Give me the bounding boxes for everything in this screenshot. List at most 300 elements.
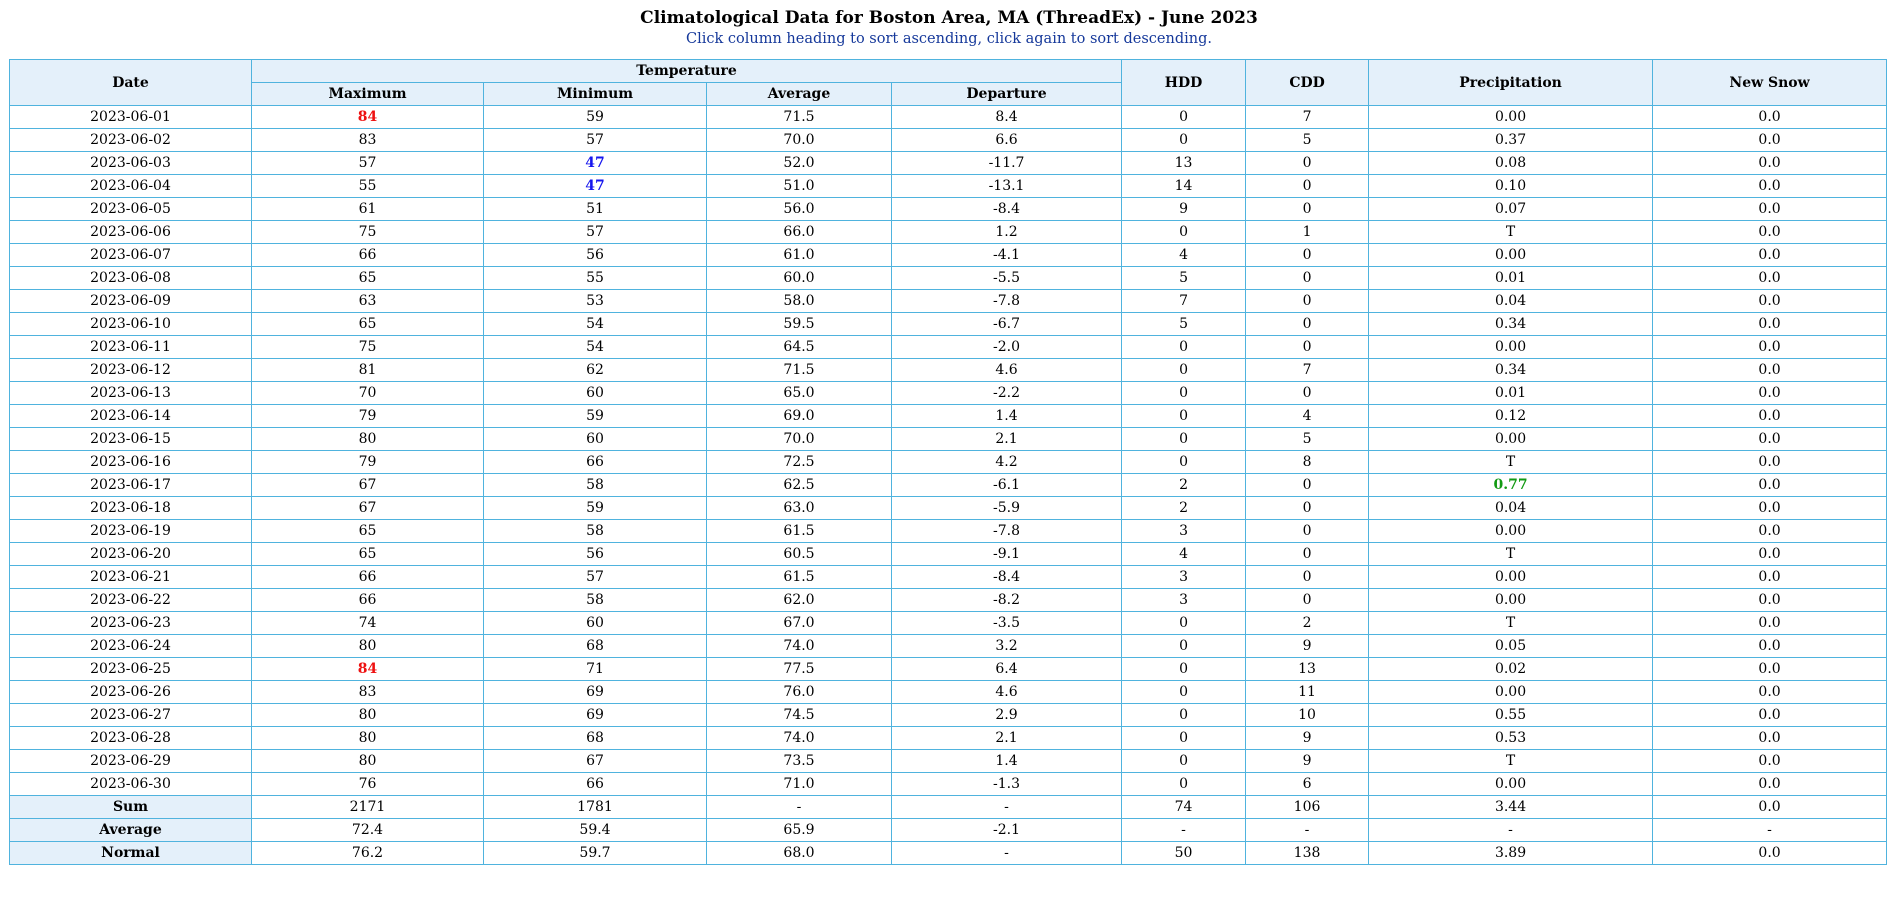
cell-departure: -13.1: [892, 175, 1122, 198]
cell-new-snow: 0.0: [1653, 543, 1887, 566]
table-row: [10, 313, 1887, 336]
cell-hdd: 7: [1122, 290, 1246, 313]
cell-minimum: 51: [484, 198, 707, 221]
cell-new-snow: 0.0: [1653, 382, 1887, 405]
summary-label: Normal: [10, 842, 252, 865]
cell-date: 2023-06-01: [10, 106, 252, 129]
cell-cdd: 0: [1246, 520, 1369, 543]
cell-new-snow: 0.0: [1653, 842, 1887, 865]
cell-minimum: 59: [484, 106, 707, 129]
table-row: [10, 382, 1887, 405]
page-title: Climatological Data for Boston Area, MA (ThreadEx) - June 2023: [640, 8, 1258, 28]
cell-average: 62.0: [707, 589, 892, 612]
cell-average: 51.0: [707, 175, 892, 198]
cell-maximum: 66: [252, 244, 484, 267]
cell-precipitation: T: [1369, 543, 1653, 566]
cell-minimum: 59: [484, 405, 707, 428]
cell-maximum: 55: [252, 175, 484, 198]
cell-cdd: 13: [1246, 658, 1369, 681]
cell-minimum: 69: [484, 681, 707, 704]
cell-departure: 6.4: [892, 658, 1122, 681]
cell-maximum: 80: [252, 750, 484, 773]
cell-departure: 4.6: [892, 359, 1122, 382]
cell-average: 65.9: [707, 819, 892, 842]
column-header-departure[interactable]: Departure: [892, 83, 1122, 106]
cell-minimum: 59: [484, 497, 707, 520]
cell-maximum: 81: [252, 359, 484, 382]
cell-average: 71.5: [707, 106, 892, 129]
cell-cdd: 0: [1246, 543, 1369, 566]
cell-maximum: 65: [252, 313, 484, 336]
cell-precipitation: 0.53: [1369, 727, 1653, 750]
cell-maximum: 72.4: [252, 819, 484, 842]
cell-cdd: 0: [1246, 474, 1369, 497]
cell-minimum: 47: [484, 175, 707, 198]
cell-date: 2023-06-26: [10, 681, 252, 704]
cell-hdd: 0: [1122, 129, 1246, 152]
cell-new-snow: 0.0: [1653, 750, 1887, 773]
cell-precipitation: 0.00: [1369, 589, 1653, 612]
cell-maximum: 65: [252, 520, 484, 543]
cell-departure: -8.2: [892, 589, 1122, 612]
cell-cdd: 5: [1246, 129, 1369, 152]
cell-date: 2023-06-20: [10, 543, 252, 566]
cell-hdd: 0: [1122, 221, 1246, 244]
climate-data-table: [9, 59, 1887, 865]
cell-maximum: 79: [252, 451, 484, 474]
cell-hdd: 0: [1122, 750, 1246, 773]
table-row: [10, 543, 1887, 566]
cell-cdd: 0: [1246, 313, 1369, 336]
cell-minimum: 60: [484, 612, 707, 635]
cell-maximum: 66: [252, 566, 484, 589]
cell-maximum: 84: [252, 106, 484, 129]
cell-departure: 6.6: [892, 129, 1122, 152]
table-row: [10, 497, 1887, 520]
cell-minimum: 69: [484, 704, 707, 727]
cell-hdd: 0: [1122, 405, 1246, 428]
cell-cdd: 0: [1246, 566, 1369, 589]
cell-date: 2023-06-19: [10, 520, 252, 543]
cell-precipitation: 3.44: [1369, 796, 1653, 819]
cell-new-snow: 0.0: [1653, 313, 1887, 336]
cell-date: 2023-06-24: [10, 635, 252, 658]
cell-departure: -7.8: [892, 290, 1122, 313]
cell-average: 58.0: [707, 290, 892, 313]
column-header-cdd[interactable]: CDD: [1246, 60, 1369, 106]
table-row: [10, 152, 1887, 175]
cell-departure: -2.2: [892, 382, 1122, 405]
cell-average: 61.5: [707, 520, 892, 543]
cell-new-snow: 0.0: [1653, 405, 1887, 428]
cell-precipitation: 0.34: [1369, 359, 1653, 382]
cell-minimum: 68: [484, 727, 707, 750]
cell-cdd: 138: [1246, 842, 1369, 865]
table-row: [10, 129, 1887, 152]
cell-departure: -5.9: [892, 497, 1122, 520]
cell-minimum: 47: [484, 152, 707, 175]
cell-average: 69.0: [707, 405, 892, 428]
summary-row: [10, 819, 1887, 842]
cell-new-snow: 0.0: [1653, 129, 1887, 152]
cell-cdd: 10: [1246, 704, 1369, 727]
cell-new-snow: 0.0: [1653, 520, 1887, 543]
cell-precipitation: 0.01: [1369, 267, 1653, 290]
cell-new-snow: 0.0: [1653, 612, 1887, 635]
cell-new-snow: 0.0: [1653, 244, 1887, 267]
cell-maximum: 75: [252, 221, 484, 244]
cell-date: 2023-06-02: [10, 129, 252, 152]
table-row: [10, 520, 1887, 543]
cell-new-snow: -: [1653, 819, 1887, 842]
cell-precipitation: 0.37: [1369, 129, 1653, 152]
cell-precipitation: 0.00: [1369, 428, 1653, 451]
cell-hdd: 5: [1122, 313, 1246, 336]
cell-new-snow: 0.0: [1653, 566, 1887, 589]
cell-average: 71.5: [707, 359, 892, 382]
cell-hdd: 4: [1122, 244, 1246, 267]
cell-hdd: 3: [1122, 589, 1246, 612]
cell-average: 71.0: [707, 773, 892, 796]
cell-hdd: 14: [1122, 175, 1246, 198]
cell-cdd: 5: [1246, 428, 1369, 451]
table-row: [10, 566, 1887, 589]
cell-departure: 2.9: [892, 704, 1122, 727]
summary-row: [10, 796, 1887, 819]
column-header-maximum[interactable]: Maximum: [252, 83, 484, 106]
cell-precipitation: 0.34: [1369, 313, 1653, 336]
cell-departure: 4.2: [892, 451, 1122, 474]
cell-cdd: 9: [1246, 635, 1369, 658]
cell-minimum: 56: [484, 543, 707, 566]
cell-average: 67.0: [707, 612, 892, 635]
cell-precipitation: T: [1369, 612, 1653, 635]
cell-date: 2023-06-17: [10, 474, 252, 497]
cell-new-snow: 0.0: [1653, 796, 1887, 819]
cell-hdd: 0: [1122, 704, 1246, 727]
cell-minimum: 62: [484, 359, 707, 382]
cell-precipitation: 0.10: [1369, 175, 1653, 198]
cell-maximum: 76: [252, 773, 484, 796]
table-row: [10, 635, 1887, 658]
cell-hdd: 0: [1122, 658, 1246, 681]
cell-hdd: 0: [1122, 612, 1246, 635]
cell-average: 74.5: [707, 704, 892, 727]
cell-date: 2023-06-13: [10, 382, 252, 405]
cell-maximum: 80: [252, 428, 484, 451]
table-row: [10, 175, 1887, 198]
cell-minimum: 58: [484, 520, 707, 543]
cell-average: 72.5: [707, 451, 892, 474]
cell-date: 2023-06-15: [10, 428, 252, 451]
cell-date: 2023-06-05: [10, 198, 252, 221]
cell-date: 2023-06-12: [10, 359, 252, 382]
cell-average: 61.0: [707, 244, 892, 267]
cell-cdd: 0: [1246, 152, 1369, 175]
cell-average: 76.0: [707, 681, 892, 704]
cell-minimum: 67: [484, 750, 707, 773]
cell-new-snow: 0.0: [1653, 497, 1887, 520]
cell-hdd: 0: [1122, 359, 1246, 382]
cell-maximum: 75: [252, 336, 484, 359]
table-row: [10, 589, 1887, 612]
cell-hdd: 50: [1122, 842, 1246, 865]
cell-departure: 2.1: [892, 428, 1122, 451]
column-header-date[interactable]: Date: [10, 60, 252, 106]
table-row: [10, 290, 1887, 313]
cell-cdd: 11: [1246, 681, 1369, 704]
cell-precipitation: T: [1369, 750, 1653, 773]
cell-departure: -6.1: [892, 474, 1122, 497]
cell-minimum: 60: [484, 382, 707, 405]
cell-hdd: 4: [1122, 543, 1246, 566]
cell-new-snow: 0.0: [1653, 681, 1887, 704]
cell-minimum: 1781: [484, 796, 707, 819]
cell-departure: -8.4: [892, 566, 1122, 589]
cell-hdd: 0: [1122, 773, 1246, 796]
cell-maximum: 80: [252, 704, 484, 727]
cell-average: 74.0: [707, 727, 892, 750]
table-row: [10, 681, 1887, 704]
table-summary: [10, 796, 1887, 865]
cell-minimum: 68: [484, 635, 707, 658]
cell-hdd: 2: [1122, 497, 1246, 520]
cell-date: 2023-06-14: [10, 405, 252, 428]
table-row: [10, 221, 1887, 244]
cell-maximum: 80: [252, 635, 484, 658]
cell-average: 61.5: [707, 566, 892, 589]
cell-date: 2023-06-30: [10, 773, 252, 796]
cell-departure: -3.5: [892, 612, 1122, 635]
cell-new-snow: 0.0: [1653, 152, 1887, 175]
column-header-hdd[interactable]: HDD: [1122, 60, 1246, 106]
cell-minimum: 55: [484, 267, 707, 290]
cell-maximum: 70: [252, 382, 484, 405]
cell-average: 66.0: [707, 221, 892, 244]
cell-cdd: 7: [1246, 359, 1369, 382]
table-row: [10, 750, 1887, 773]
cell-cdd: 0: [1246, 244, 1369, 267]
cell-cdd: 8: [1246, 451, 1369, 474]
cell-departure: 1.2: [892, 221, 1122, 244]
cell-departure: -9.1: [892, 543, 1122, 566]
cell-cdd: 1: [1246, 221, 1369, 244]
cell-average: 52.0: [707, 152, 892, 175]
table-row: [10, 359, 1887, 382]
cell-precipitation: T: [1369, 221, 1653, 244]
cell-departure: 1.4: [892, 750, 1122, 773]
cell-minimum: 66: [484, 773, 707, 796]
cell-average: 62.5: [707, 474, 892, 497]
cell-precipitation: 0.12: [1369, 405, 1653, 428]
cell-cdd: 106: [1246, 796, 1369, 819]
cell-precipitation: 0.00: [1369, 336, 1653, 359]
table-row: [10, 198, 1887, 221]
cell-maximum: 63: [252, 290, 484, 313]
cell-departure: 8.4: [892, 106, 1122, 129]
cell-precipitation: 0.04: [1369, 290, 1653, 313]
cell-departure: -5.5: [892, 267, 1122, 290]
cell-new-snow: 0.0: [1653, 635, 1887, 658]
cell-maximum: 79: [252, 405, 484, 428]
cell-date: 2023-06-28: [10, 727, 252, 750]
cell-departure: -4.1: [892, 244, 1122, 267]
cell-maximum: 65: [252, 543, 484, 566]
column-header-precipitation[interactable]: Precipitation: [1369, 60, 1653, 106]
cell-hdd: 74: [1122, 796, 1246, 819]
cell-cdd: 4: [1246, 405, 1369, 428]
cell-precipitation: 0.55: [1369, 704, 1653, 727]
table-row: [10, 773, 1887, 796]
cell-minimum: 60: [484, 428, 707, 451]
cell-cdd: 9: [1246, 750, 1369, 773]
table-row: [10, 612, 1887, 635]
table-row: [10, 244, 1887, 267]
table-row: [10, 704, 1887, 727]
cell-average: 63.0: [707, 497, 892, 520]
column-group-temperature: Temperature: [252, 60, 1122, 83]
cell-new-snow: 0.0: [1653, 474, 1887, 497]
table-body: [10, 106, 1887, 796]
sort-instructions: Click column heading to sort ascending, click again to sort descending.: [686, 31, 1212, 47]
cell-cdd: 0: [1246, 589, 1369, 612]
cell-departure: 4.6: [892, 681, 1122, 704]
cell-new-snow: 0.0: [1653, 106, 1887, 129]
cell-departure: 1.4: [892, 405, 1122, 428]
cell-minimum: 54: [484, 313, 707, 336]
cell-new-snow: 0.0: [1653, 451, 1887, 474]
cell-cdd: 0: [1246, 267, 1369, 290]
cell-departure: -: [892, 796, 1122, 819]
cell-maximum: 65: [252, 267, 484, 290]
cell-average: 74.0: [707, 635, 892, 658]
cell-minimum: 57: [484, 129, 707, 152]
cell-maximum: 67: [252, 474, 484, 497]
cell-new-snow: 0.0: [1653, 773, 1887, 796]
cell-maximum: 66: [252, 589, 484, 612]
cell-minimum: 59.4: [484, 819, 707, 842]
cell-date: 2023-06-11: [10, 336, 252, 359]
cell-hdd: 2: [1122, 474, 1246, 497]
cell-maximum: 83: [252, 681, 484, 704]
summary-label: Average: [10, 819, 252, 842]
cell-precipitation: 0.08: [1369, 152, 1653, 175]
cell-new-snow: 0.0: [1653, 336, 1887, 359]
cell-hdd: 0: [1122, 727, 1246, 750]
cell-departure: 2.1: [892, 727, 1122, 750]
cell-cdd: 0: [1246, 198, 1369, 221]
cell-average: 65.0: [707, 382, 892, 405]
cell-departure: -: [892, 842, 1122, 865]
cell-date: 2023-06-09: [10, 290, 252, 313]
cell-minimum: 53: [484, 290, 707, 313]
cell-precipitation: 0.02: [1369, 658, 1653, 681]
cell-hdd: -: [1122, 819, 1246, 842]
cell-average: 60.5: [707, 543, 892, 566]
cell-maximum: 80: [252, 727, 484, 750]
summary-label: Sum: [10, 796, 252, 819]
cell-hdd: 0: [1122, 336, 1246, 359]
cell-precipitation: 0.00: [1369, 520, 1653, 543]
cell-minimum: 66: [484, 451, 707, 474]
cell-maximum: 84: [252, 658, 484, 681]
cell-departure: -1.3: [892, 773, 1122, 796]
table-row: [10, 106, 1887, 129]
cell-precipitation: 0.07: [1369, 198, 1653, 221]
cell-precipitation: T: [1369, 451, 1653, 474]
cell-departure: 3.2: [892, 635, 1122, 658]
summary-row: [10, 842, 1887, 865]
cell-minimum: 54: [484, 336, 707, 359]
cell-cdd: 9: [1246, 727, 1369, 750]
column-header-minimum[interactable]: Minimum: [484, 83, 707, 106]
cell-date: 2023-06-22: [10, 589, 252, 612]
cell-new-snow: 0.0: [1653, 198, 1887, 221]
cell-precipitation: 0.00: [1369, 566, 1653, 589]
cell-precipitation: 0.00: [1369, 773, 1653, 796]
cell-maximum: 67: [252, 497, 484, 520]
cell-hdd: 5: [1122, 267, 1246, 290]
cell-average: 77.5: [707, 658, 892, 681]
table-row: [10, 428, 1887, 451]
cell-precipitation: 0.00: [1369, 244, 1653, 267]
cell-departure: -7.8: [892, 520, 1122, 543]
cell-average: 59.5: [707, 313, 892, 336]
cell-new-snow: 0.0: [1653, 704, 1887, 727]
cell-minimum: 57: [484, 566, 707, 589]
cell-date: 2023-06-29: [10, 750, 252, 773]
table-row: [10, 336, 1887, 359]
cell-hdd: 0: [1122, 106, 1246, 129]
cell-date: 2023-06-07: [10, 244, 252, 267]
cell-maximum: 76.2: [252, 842, 484, 865]
cell-precipitation: -: [1369, 819, 1653, 842]
cell-hdd: 0: [1122, 451, 1246, 474]
cell-new-snow: 0.0: [1653, 658, 1887, 681]
table-row: [10, 474, 1887, 497]
cell-precipitation: 0.05: [1369, 635, 1653, 658]
cell-precipitation: 0.00: [1369, 106, 1653, 129]
column-header-new-snow[interactable]: New Snow: [1653, 60, 1887, 106]
cell-precipitation: 0.04: [1369, 497, 1653, 520]
cell-average: 56.0: [707, 198, 892, 221]
cell-hdd: 0: [1122, 635, 1246, 658]
cell-hdd: 3: [1122, 566, 1246, 589]
cell-new-snow: 0.0: [1653, 175, 1887, 198]
cell-date: 2023-06-23: [10, 612, 252, 635]
column-header-average[interactable]: Average: [707, 83, 892, 106]
cell-date: 2023-06-08: [10, 267, 252, 290]
cell-hdd: 0: [1122, 428, 1246, 451]
cell-departure: -2.1: [892, 819, 1122, 842]
cell-precipitation: 3.89: [1369, 842, 1653, 865]
cell-maximum: 83: [252, 129, 484, 152]
cell-cdd: 6: [1246, 773, 1369, 796]
cell-minimum: 71: [484, 658, 707, 681]
cell-cdd: 0: [1246, 497, 1369, 520]
cell-departure: -8.4: [892, 198, 1122, 221]
cell-maximum: 57: [252, 152, 484, 175]
cell-new-snow: 0.0: [1653, 727, 1887, 750]
table-row: [10, 405, 1887, 428]
cell-average: 70.0: [707, 129, 892, 152]
cell-minimum: 56: [484, 244, 707, 267]
cell-cdd: 0: [1246, 290, 1369, 313]
cell-cdd: 7: [1246, 106, 1369, 129]
cell-cdd: 0: [1246, 336, 1369, 359]
cell-average: 73.5: [707, 750, 892, 773]
cell-precipitation: 0.77: [1369, 474, 1653, 497]
